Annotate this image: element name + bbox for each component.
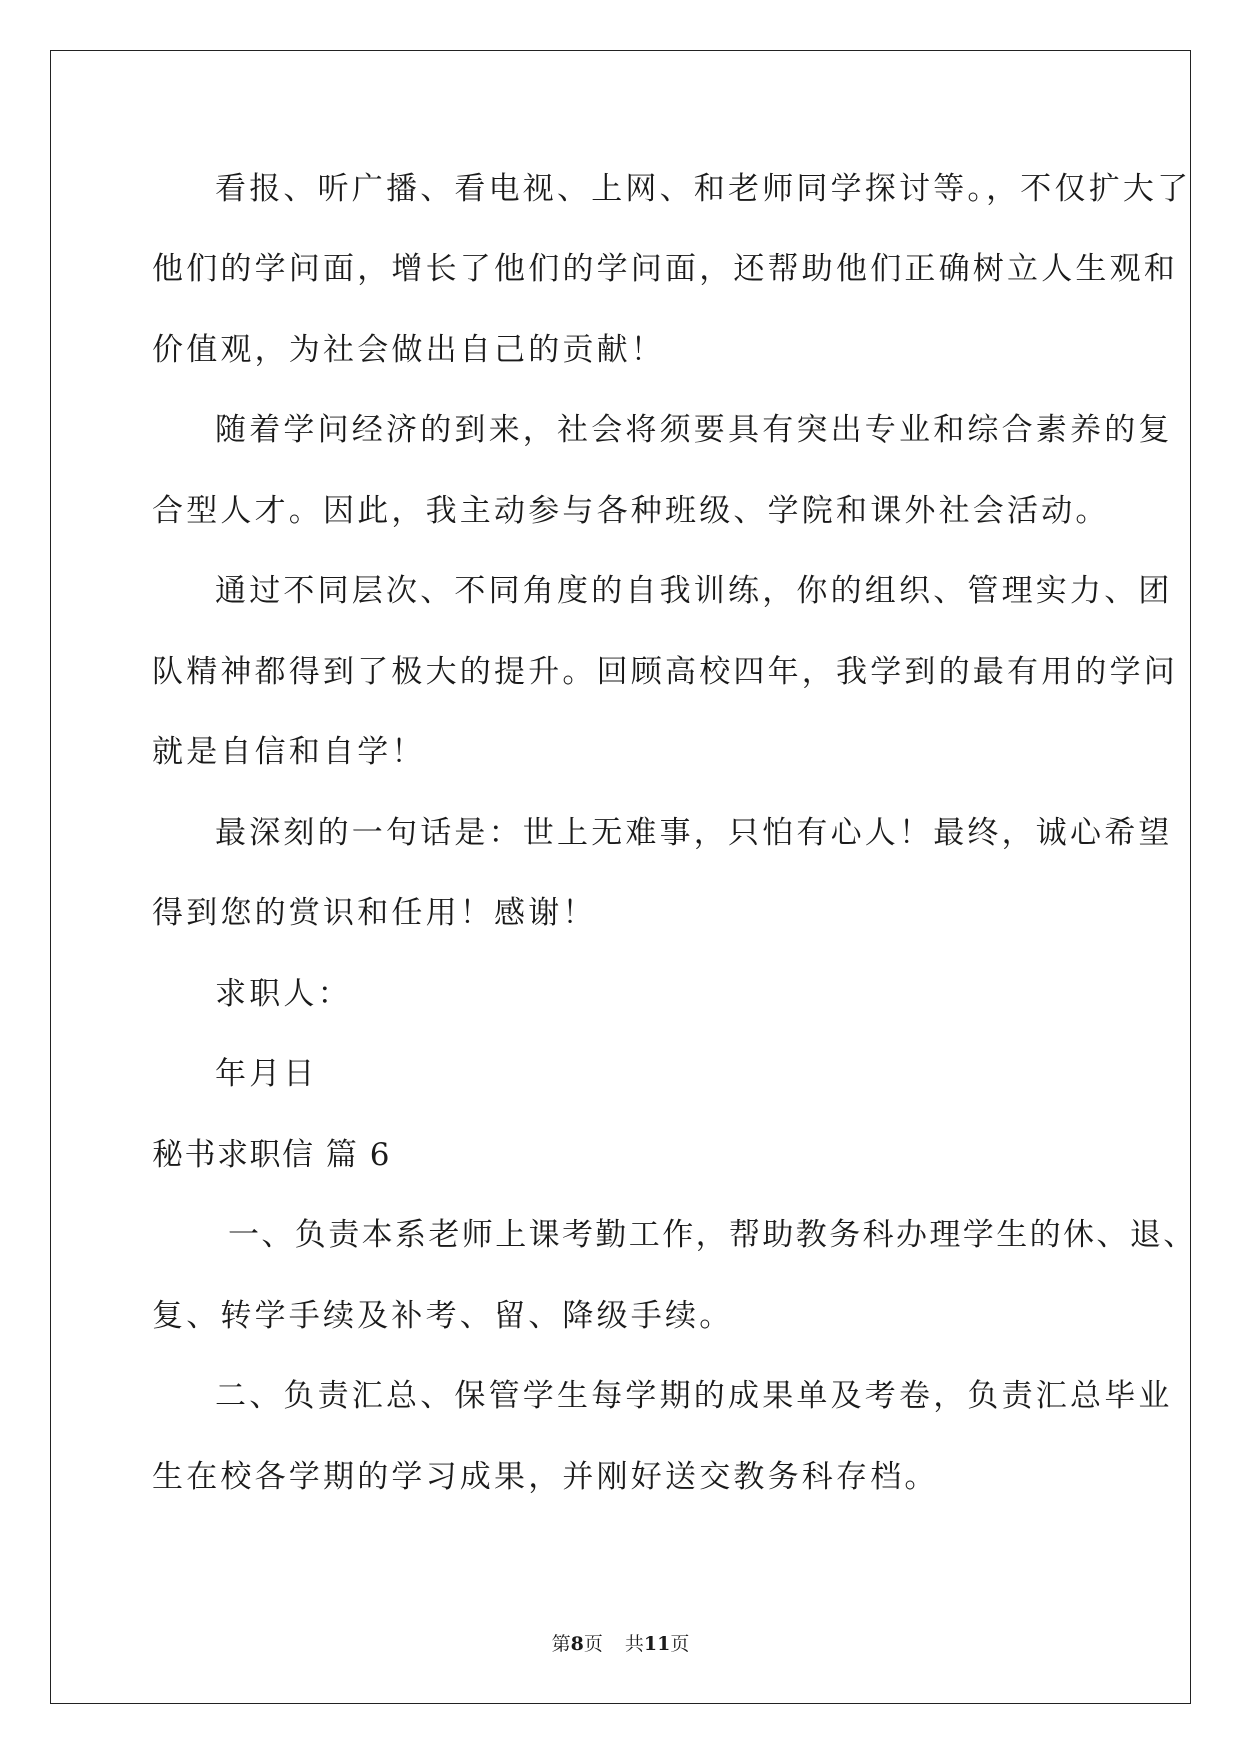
body-line-14: 复、转学手续及补考、留、降级手续。 [152, 1298, 734, 1334]
body-line-1: 看报、听广播、看电视、上网、和老师同学探讨等。，不仅扩大了 [215, 171, 1192, 207]
footer-total-prefix: 共 [624, 1633, 644, 1655]
body-line-3: 价值观，为社会做出自己的贡献！ [152, 332, 665, 368]
body-line-10: 得到您的赏识和任用！感谢！ [152, 895, 597, 931]
date-label: 年月日 [215, 1056, 318, 1092]
body-line-16: 生在校各学期的学习成果，并刚好送交教务科存档。 [152, 1459, 939, 1495]
body-line-2: 他们的学问面，增长了他们的学问面，还帮助他们正确树立人生观和 [152, 251, 1178, 287]
footer-page-current: 8 [570, 1633, 584, 1655]
page-border [50, 50, 1191, 1704]
page-footer [0, 1632, 1241, 1656]
body-line-15: 二、负责汇总、保管学生每学期的成果单及考卷，负责汇总毕业 [215, 1378, 1173, 1414]
signature-label: 求职人： [215, 976, 352, 1012]
body-line-9: 最深刻的一句话是：世上无难事，只怕有心人！最终，诚心希望 [215, 815, 1173, 851]
body-line-7: 队精神都得到了极大的提升。回顾高校四年，我学到的最有用的学问 [152, 654, 1178, 690]
body-line-4: 随着学问经济的到来，社会将须要具有突出专业和综合素养的复 [215, 412, 1173, 448]
body-line-6: 通过不同层次、不同角度的自我训练，你的组织、管理实力、团 [215, 573, 1173, 609]
body-line-13: 一、负责本系老师上课考勤工作，帮助教务科办理学生的休、退、 [228, 1217, 1197, 1253]
footer-page-prefix: 第 [551, 1633, 571, 1655]
footer-page-suffix: 页 [583, 1633, 603, 1655]
body-line-5: 合型人才。因此，我主动参与各种班级、学院和课外社会活动。 [152, 493, 1110, 529]
body-line-8: 就是自信和自学！ [152, 734, 426, 770]
footer-page-total: 11 [643, 1633, 671, 1655]
footer-total-suffix: 页 [670, 1633, 690, 1655]
section-heading: 秘书求职信 篇 6 [152, 1137, 391, 1173]
